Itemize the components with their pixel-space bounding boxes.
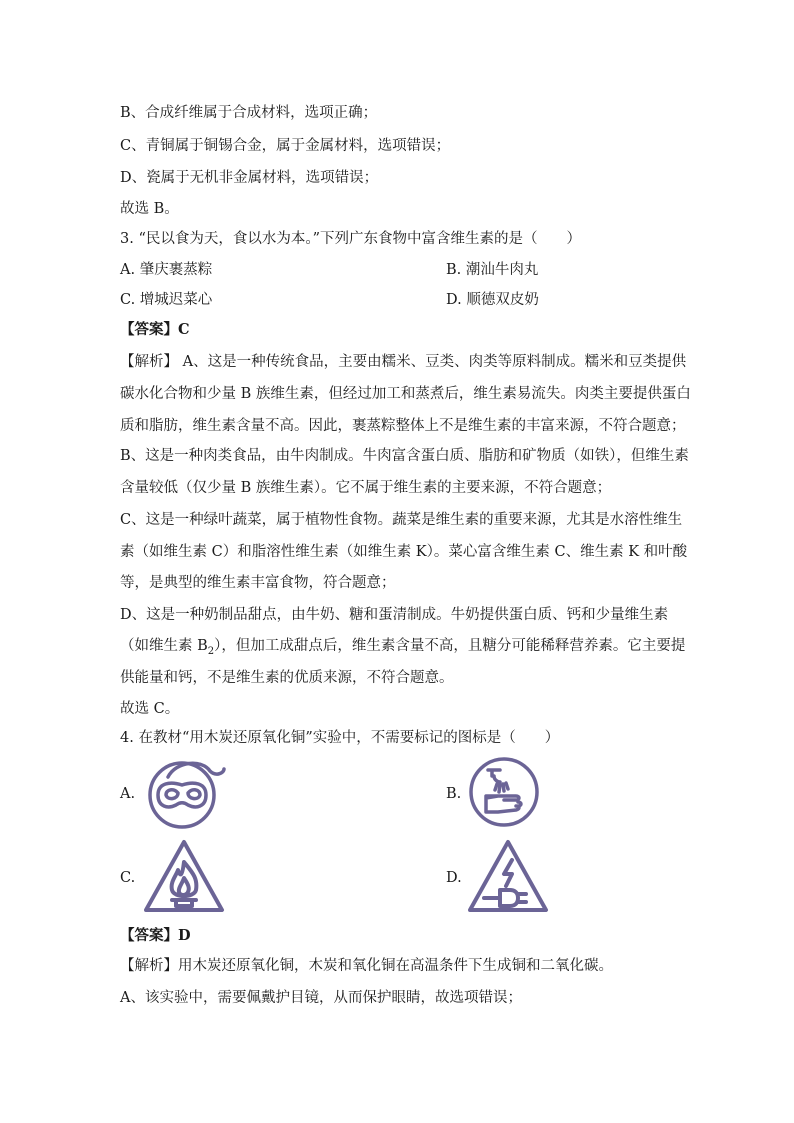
q3-analysis-line-b2 (120, 636, 685, 662)
q4-analysis-line: 【解析】用木炭还原氧化铜，木炭和氧化铜在高温条件下生成铜和二氧化碳。 (120, 958, 613, 974)
text-line: B、合成纤维属于合成材料，选项正确； (120, 105, 378, 121)
q3-option-a: A. 肇庆裹蒸粽 (120, 262, 213, 278)
q3-analysis-line: C、这是一种绿叶蔬菜，属于植物性食物。蔬菜是维生素的重要来源，尤其是水溶性维生 (120, 512, 683, 528)
q3-option-d: D. 顺德双皮奶 (446, 292, 539, 308)
text-line: C、青铜属于铜锡合金，属于金属材料，选项错误； (120, 138, 451, 154)
q3-analysis-line: 故选 C。 (120, 701, 180, 717)
q3-option-b: B. 潮汕牛肉丸 (446, 262, 539, 278)
subscript: 2 (207, 645, 215, 657)
q4-option-c-label: C. (120, 870, 136, 886)
q4-option-d-label: D. (446, 870, 462, 886)
q4-option-a-label: A. (120, 786, 136, 802)
q3-analysis-line: 等，是典型的维生素丰富食物，符合题意； (120, 575, 396, 591)
q3-analysis-line: D、这是一种奶制品甜点，由牛奶、糖和蛋清制成。牛奶提供蛋白质、钙和少量维生素 (120, 607, 669, 623)
question-4-stem: 4. 在教材“用木炭还原氧化铜”实验中，不需要标记的图标是（ ） (120, 730, 560, 746)
q4-analysis-line: A、该实验中，需要佩戴护目镜，从而保护眼睛，故选项错误； (120, 990, 522, 1006)
q3-analysis-line: 质和脂肪，维生素含量不高。因此，裹蒸粽整体上不是维生素的丰富来源，不符合题意； (120, 418, 686, 434)
q3-answer: 【答案】C (120, 321, 190, 338)
electric-warning-icon (466, 838, 550, 914)
text-line: 故选 B。 (120, 201, 179, 217)
hand-wash-icon (468, 756, 540, 828)
q3-analysis-line: 含量较低（仅少量 B 族维生素）。它不属于维生素的主要来源，不符合题意； (120, 480, 612, 496)
flame-warning-icon (142, 838, 226, 914)
text-segment: ），但加工成甜点后，维生素含量不高，且糖分可能稀释营养素。它主要提 (214, 638, 686, 654)
q3-analysis-line: 供能量和钙，不是维生素的优质来源，不符合题意。 (120, 670, 454, 686)
q3-analysis-line: 素（如维生素 C）和脂溶性维生素（如维生素 K）。菜心富含维生素 C、维生素 K 和叶酸 (120, 544, 688, 560)
text-line: D、瓷属于无机非金属材料，选项错误； (120, 170, 379, 186)
q3-analysis-line: 【解析】 A、这是一种传统食品，主要由糯米、豆类、肉类等原料制成。糯米和豆类提供 (120, 354, 687, 370)
q3-analysis-line: B、这是一种肉类食品，由牛肉制成。牛肉富含蛋白质、脂肪和矿物质（如铁），但维生素 (120, 448, 689, 464)
question-3-stem: 3. “民以食为天，食以水为本。”下列广东食物中富含维生素的是（ ） (120, 231, 582, 247)
q4-option-b-label: B. (446, 786, 462, 802)
q3-option-c: C. 增城迟菜心 (120, 292, 213, 308)
text-segment: （如维生素 B (120, 638, 208, 654)
q4-answer: 【答案】D (120, 927, 191, 944)
q3-analysis-line: 碳水化合物和少量 B 族维生素，但经过加工和蒸煮后，维生素易流失。肉类主要提供蛋白 (120, 386, 691, 402)
goggles-icon (144, 755, 226, 829)
